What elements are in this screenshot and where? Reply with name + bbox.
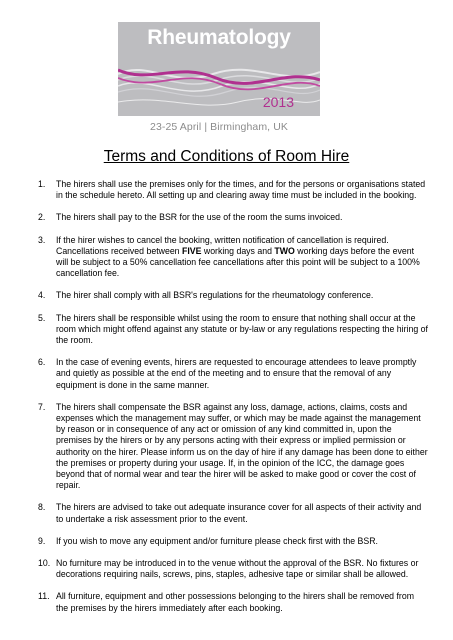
rheumatology-2013-logo bbox=[118, 22, 320, 116]
clause-number: 8. bbox=[38, 502, 46, 513]
clause-8 bbox=[38, 502, 428, 524]
clause-emphasis: TWO bbox=[274, 245, 295, 256]
clause-text: If you wish to move any equipment and/or furniture please check first with the BSR. bbox=[56, 535, 378, 546]
clause-text: All furniture, equipment and other possessions belonging to the hirers shall be removed from the premises by the hirers immediately after each booking. bbox=[56, 591, 414, 613]
clause-number: 3. bbox=[38, 234, 46, 245]
clause-number: 5. bbox=[38, 312, 46, 323]
clause-number: 11. bbox=[38, 591, 50, 602]
clause-text-part: working days and bbox=[201, 245, 275, 256]
clause-11 bbox=[38, 591, 428, 613]
clause-text: In the case of evening events, hirers are requested to encourage attendees to leave promptly and quietly as possible at the end of the meeting and to ensure that the removal of any equipment is done in the same manner. bbox=[56, 357, 417, 390]
clause-text: The hirers shall be responsible whilst using the room to ensure that nothing shall occur at the room which might offend against any statute or by-law or any regulations respecting the hiring of the room. bbox=[56, 312, 428, 346]
clause-10 bbox=[38, 558, 428, 580]
terms-list bbox=[38, 179, 428, 625]
clause-emphasis: FIVE bbox=[181, 245, 202, 256]
clause-number: 9. bbox=[38, 535, 46, 546]
clause-text: The hirer shall comply with all BSR's regulations for the rheumatology conference. bbox=[56, 290, 374, 301]
clause-text: No furniture may be introduced in to the venue without the approval of the BSR. No fixtures or decorations requiring nails, screws, pins, staples, adhesive tape or similar shall be allowed. bbox=[56, 558, 419, 580]
clause-text bbox=[56, 235, 420, 279]
clause-6 bbox=[38, 357, 428, 391]
clause-1 bbox=[38, 179, 428, 201]
clause-4 bbox=[38, 290, 428, 301]
event-date-location: 23-25 April | Birmingham, UK bbox=[150, 121, 288, 133]
clause-text: The hirers shall pay to the BSR for the use of the room the sums invoiced. bbox=[56, 212, 343, 223]
clause-3 bbox=[38, 235, 428, 280]
clause-number: 7. bbox=[38, 401, 46, 412]
clause-number: 4. bbox=[38, 290, 46, 301]
clause-7 bbox=[38, 402, 428, 492]
clause-text-part: working days before the event will be subject to a 50% cancellation fee cancellations after this point will be subject to a 100% cancellation fee. bbox=[56, 245, 420, 279]
clause-number: 1. bbox=[38, 179, 46, 189]
logo-title: Rheumatology bbox=[147, 26, 291, 49]
page-title: Terms and Conditions of Room Hire bbox=[103, 148, 350, 165]
clause-number: 2. bbox=[38, 212, 46, 223]
clause-9 bbox=[38, 536, 428, 547]
clause-number: 10. bbox=[38, 558, 51, 569]
logo-year: 2013 bbox=[262, 94, 294, 110]
clause-2 bbox=[38, 212, 428, 223]
clause-text: The hirers shall use the premises only for the times, and for the persons or organisations stated in the schedule hereto. All setting up and clearing away time must be included in the booking. bbox=[56, 179, 426, 201]
clause-text: The hirers shall compensate the BSR against any loss, damage, actions, claims, costs and expenses which the management may suffer, or which may be made against the management by reason or in consequence of any act or omission of any kind committed in, upon the premises by the hirers or by any persons acting with their express or implied permission or authority on the hirer. Please inform us on the day of hire if any damage has been done to either the premises or property during your usage. If, in the opinion of the ICC, the damage goes beyond that of normal wear and tear the hirer will be asked to make good or cover the cost of repair. bbox=[56, 401, 428, 491]
clause-text: The hirers are advised to take out adequate insurance cover for all aspects of their activity and to undertake a risk assessment prior to the event. bbox=[56, 502, 422, 524]
clause-text-part: If the hirer wishes to cancel the booking, written notification of cancellation is required. Cancellations received between bbox=[56, 234, 389, 256]
clause-number: 6. bbox=[38, 357, 46, 368]
clause-5 bbox=[38, 313, 428, 347]
